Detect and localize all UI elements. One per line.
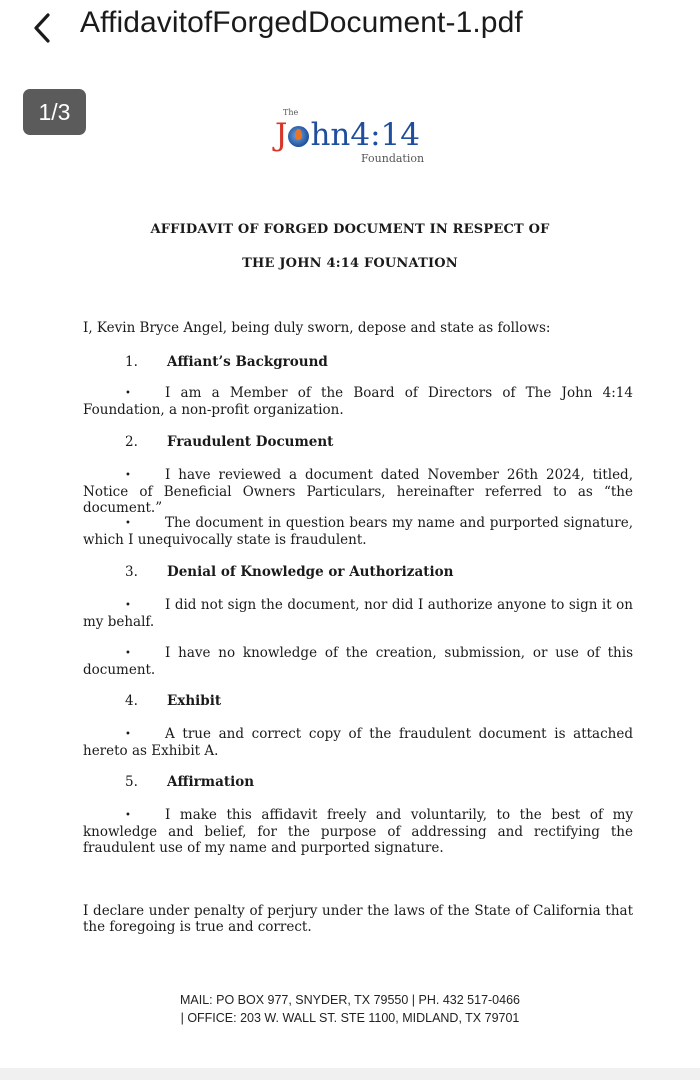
section-5-heading — [125, 774, 254, 790]
intro-paragraph: I, Kevin Bryce Angel, being duly sworn, depose and state as follows: — [83, 320, 551, 336]
bullet-text: A true and correct copy of the fraudulent document is attached hereto as Exhibit A. — [83, 726, 633, 759]
bullet-text: I have reviewed a document dated November 26th 2024, titled, Notice of Beneficial Owners Particulars, hereinafter referred to as “the document.” — [83, 467, 633, 516]
section-number: 1. — [125, 354, 138, 370]
section-number: 2. — [125, 434, 138, 450]
logo-foundation: Foundation — [361, 152, 425, 165]
bullet-icon: • — [125, 810, 131, 821]
section-5-bullet-1 — [83, 807, 633, 856]
section-3-bullet-2 — [83, 645, 633, 678]
footer-mail-line: MAIL: PO BOX 977, SNYDER, TX 79550 | PH. 432 517-0466 — [179, 993, 520, 1007]
section-number: 3. — [125, 564, 138, 580]
section-title: Fraudulent Document — [167, 434, 334, 450]
section-4-bullet-1 — [83, 726, 633, 759]
bullet-text: I am a Member of the Board of Directors of The John 4:14 Foundation, a non-profit organization. — [83, 385, 633, 418]
section-title: Affiant’s Background — [167, 354, 328, 370]
globe-drop-icon — [288, 126, 309, 147]
logo-the: The — [283, 108, 299, 117]
section-title: Affirmation — [167, 774, 255, 790]
bullet-text: I have no knowledge of the creation, submission, or use of this document. — [83, 645, 633, 678]
section-3-bullet-1 — [83, 597, 633, 630]
bullet-text: I did not sign the document, nor did I authorize anyone to sign it on my behalf. — [83, 597, 633, 630]
section-1-heading — [125, 354, 328, 370]
logo-letter-j: J — [275, 117, 288, 153]
section-3-heading — [125, 564, 453, 580]
bottom-strip — [0, 1068, 700, 1080]
top-bar — [0, 0, 700, 60]
file-title: AffidavitofForgedDocument-1.pdf — [80, 6, 523, 39]
footer-office-line: | OFFICE: 203 W. WALL ST. STE 1100, MIDLAND, TX 79701 — [180, 1011, 520, 1025]
bullet-icon: • — [125, 388, 131, 399]
bullet-icon: • — [125, 600, 131, 611]
section-number: 5. — [125, 774, 138, 790]
section-title: Denial of Knowledge or Authorization — [167, 564, 454, 580]
chevron-left-icon — [28, 8, 62, 48]
bullet-icon: • — [125, 518, 131, 529]
document-heading-line1: AFFIDAVIT OF FORGED DOCUMENT IN RESPECT OF — [150, 222, 550, 237]
section-2-heading — [125, 434, 333, 450]
bullet-icon: • — [125, 729, 131, 740]
bullet-icon: • — [125, 648, 131, 659]
section-2-bullet-1 — [83, 467, 633, 516]
foundation-logo — [275, 108, 435, 170]
bullet-icon: • — [125, 470, 131, 481]
section-number: 4. — [125, 693, 138, 709]
logo-text: hn4:14 — [310, 117, 420, 153]
bullet-text: I make this affidavit freely and voluntarily, to the best of my knowledge and belief, for the purpose of addressing and rectifying the fraudulent use of my name and purported signature. — [83, 807, 633, 856]
bullet-text: The document in question bears my name and purported signature, which I unequivocally state is fraudulent. — [83, 515, 633, 548]
section-2-bullet-2 — [83, 515, 633, 548]
declaration-paragraph: I declare under penalty of perjury under the laws of the State of California that the foregoing is true and correct. — [83, 903, 633, 935]
section-1-bullet-1 — [83, 385, 633, 418]
back-button[interactable] — [28, 8, 62, 48]
section-4-heading — [125, 693, 221, 709]
page-indicator: 1/3 — [23, 89, 86, 135]
section-title: Exhibit — [167, 693, 222, 709]
document-heading-line2: THE JOHN 4:14 FOUNATION — [242, 256, 458, 271]
logo-wordmark — [275, 116, 420, 154]
